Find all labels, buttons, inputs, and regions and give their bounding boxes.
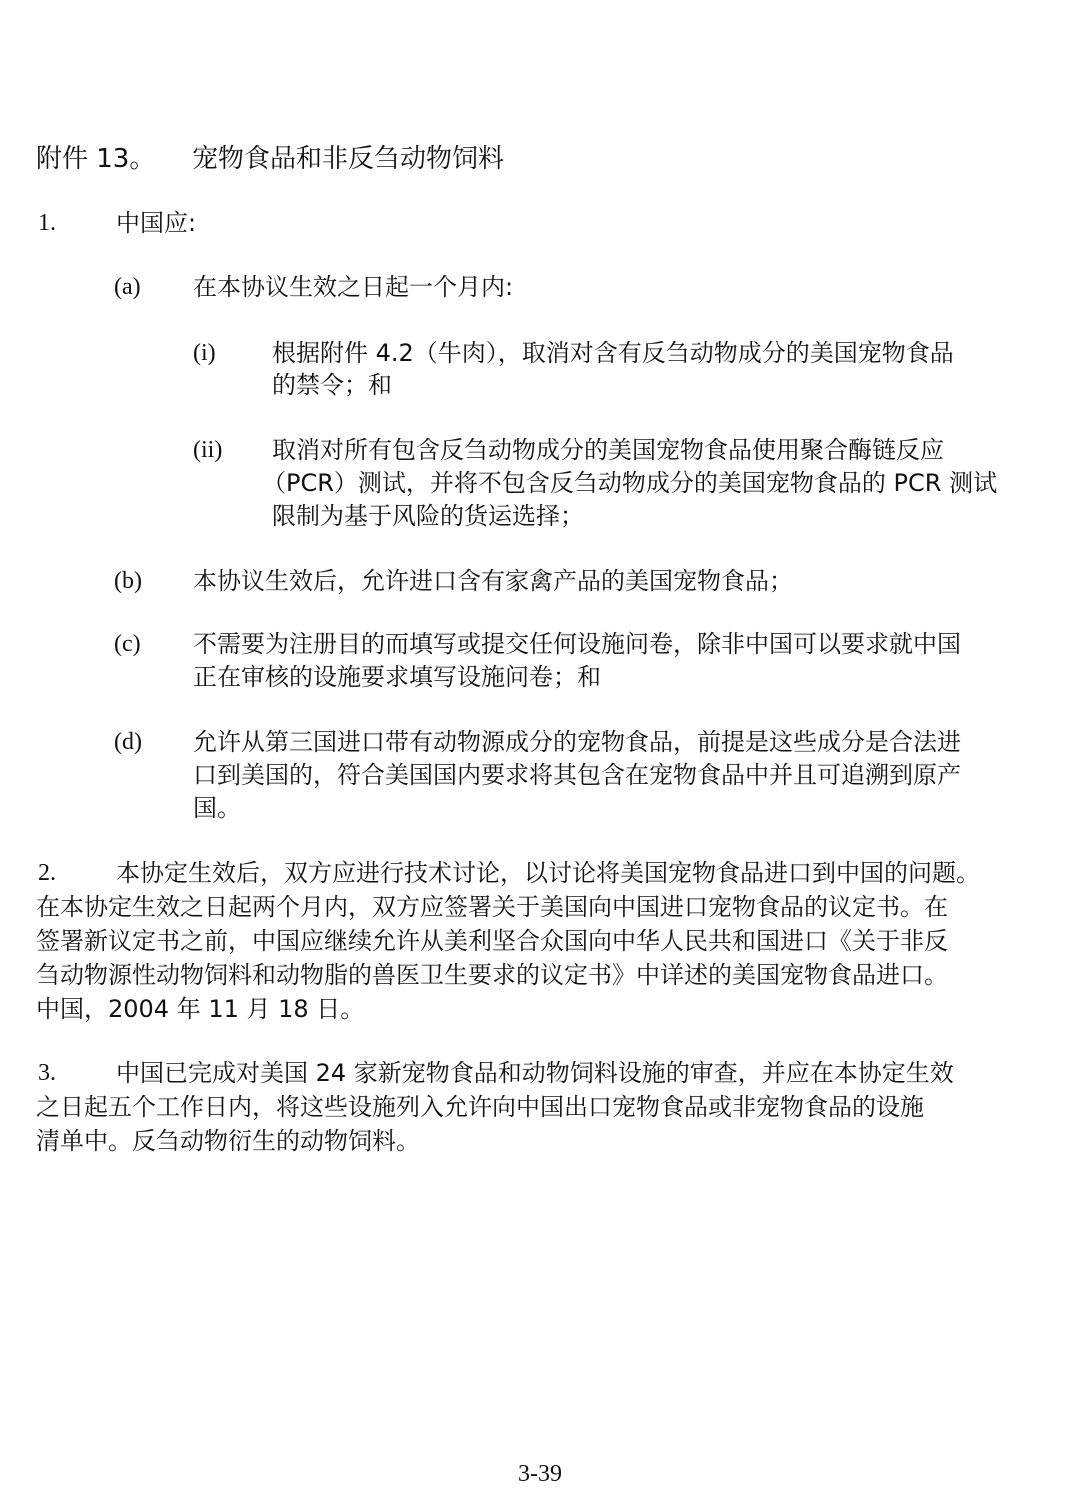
para2-line: 刍动物源性动物饲料和动物脂的兽医卫生要求的议定书》中详述的美国宠物食品进口。	[36, 961, 948, 989]
annex-title: 宠物食品和非反刍动物饲料	[192, 144, 505, 174]
item-a-text: 在本协议生效之日起一个月内:	[193, 273, 514, 301]
para3-line: 中国已完成对美国 24 家新宠物食品和动物饲料设施的审查，并应在本协定生效	[116, 1059, 954, 1087]
sub-ii-line: 限制为基于风险的货运选择；	[272, 502, 584, 530]
annex-label: 附件 13。	[36, 144, 156, 174]
item-d-line: 国。	[193, 794, 241, 822]
item-b-line: 本协议生效后，允许进口含有家禽产品的美国宠物食品；	[193, 567, 793, 595]
sub-ii-line: 取消对所有包含反刍动物成分的美国宠物食品使用聚合酶链反应	[272, 436, 944, 464]
item-d-line: 口到美国的，符合美国国内要求将其包含在宠物食品中并且可追溯到原产	[193, 761, 961, 789]
para2-line: 在本协定生效之日起两个月内，双方应签署关于美国向中国进口宠物食品的议定书。在	[36, 893, 948, 921]
item-a-label: (a)	[114, 274, 141, 300]
sub-i-line: 的禁令；和	[272, 371, 392, 399]
para2-line: 本协定生效后，双方应进行技术讨论，以讨论将美国宠物食品进口到中国的问题。	[116, 859, 980, 887]
para1-number: 1.	[38, 210, 56, 236]
item-d-label: (d)	[114, 729, 142, 755]
item-c-line: 正在审核的设施要求填写设施问卷；和	[193, 663, 601, 691]
para2-line: 签署新议定书之前，中国应继续允许从美利坚合众国向中华人民共和国进口《关于非反	[36, 927, 948, 955]
para3-line: 之日起五个工作日内，将这些设施列入允许向中国出口宠物食品或非宠物食品的设施	[36, 1093, 924, 1121]
para3-number: 3.	[38, 1060, 56, 1086]
page-number: 3-39	[518, 1461, 562, 1487]
item-d-line: 允许从第三国进口带有动物源成分的宠物食品，前提是这些成分是合法进	[193, 728, 961, 756]
para2-number: 2.	[38, 860, 56, 886]
sub-i-label: (i)	[193, 340, 216, 366]
para1-intro: 中国应:	[116, 209, 197, 237]
item-c-label: (c)	[114, 631, 141, 657]
item-c-line: 不需要为注册目的而填写或提交任何设施问卷，除非中国可以要求就中国	[193, 630, 961, 658]
para2-line: 中国，2004 年 11 月 18 日。	[36, 995, 365, 1023]
item-b-label: (b)	[114, 568, 142, 594]
para3-line: 清单中。反刍动物衍生的动物饲料。	[36, 1127, 420, 1155]
sub-ii-label: (ii)	[193, 437, 223, 463]
sub-ii-line: （PCR）测试，并将不包含反刍动物成分的美国宠物食品的 PCR 测试	[262, 469, 998, 497]
sub-i-line: 根据附件 4.2（牛肉），取消对含有反刍动物成分的美国宠物食品	[272, 339, 954, 367]
